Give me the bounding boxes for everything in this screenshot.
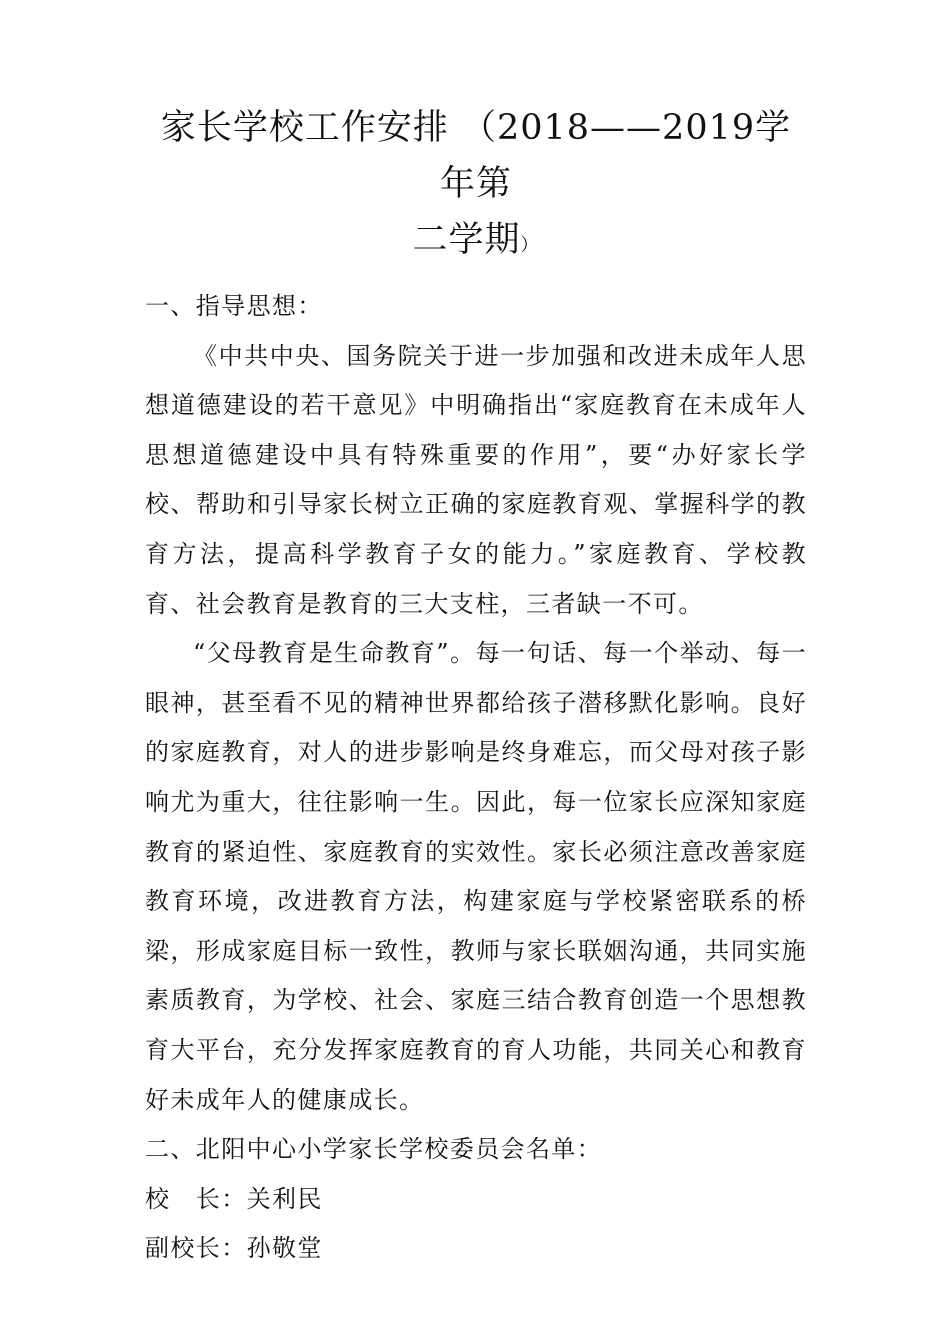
paragraph-1: 《中共中央、国务院关于进一步加强和改进未成年人思想道德建设的若干意见》中明确指出“家庭教育在未成年人思想道德建设中具有特殊重要的作用”，要“办好家长学校、帮助和引导家长树立正确的家庭教育观、掌握科学的教育方法，提高科学教育子女的能力。”家庭教育、学校教育、社会教育是教育的三大支柱，三者缺一不可。 [145, 341, 807, 618]
paragraph-2: “父母教育是生命教育”。每一句话、每一个举动、每一眼神，甚至看不见的精神世界都给孩子潜移默化影响。良好的家庭教育，对人的进步影响是终身难忘，而父母对孩子影响尤为重大，往往影响一生。因此，每一位家长应深知家庭教育的紧迫性、家庭教育的实效性。家长必须注意改善家庭教育环境，改进教育方法，构建家庭与学校紧密联系的桥梁，形成家庭目标一致性，教师与家长联姻沟通，共同实施素质教育，为学校、社会、家庭三结合教育创造一个思想教育大平台，充分发挥家庭教育的育人功能，共同关心和教育好未成年人的健康成长。 [145, 639, 807, 1114]
title-line-2: 二学期 [412, 220, 521, 260]
title-line-1: 家长学校工作安排 （2018——2019学年第 [160, 108, 792, 204]
section-heading-guiding-thought: 一、指导思想： [145, 292, 323, 320]
document-title [145, 100, 807, 274]
principal-line: 校 长：关利民 [145, 1184, 323, 1213]
section-heading-committee-list: 二、北阳中心小学家长学校委员会名单： [145, 1135, 603, 1164]
vice-principal-line: 副校长：孙敬堂 [145, 1234, 323, 1263]
title-line-2-suffix: ） [520, 235, 540, 256]
document-page [145, 100, 807, 1274]
